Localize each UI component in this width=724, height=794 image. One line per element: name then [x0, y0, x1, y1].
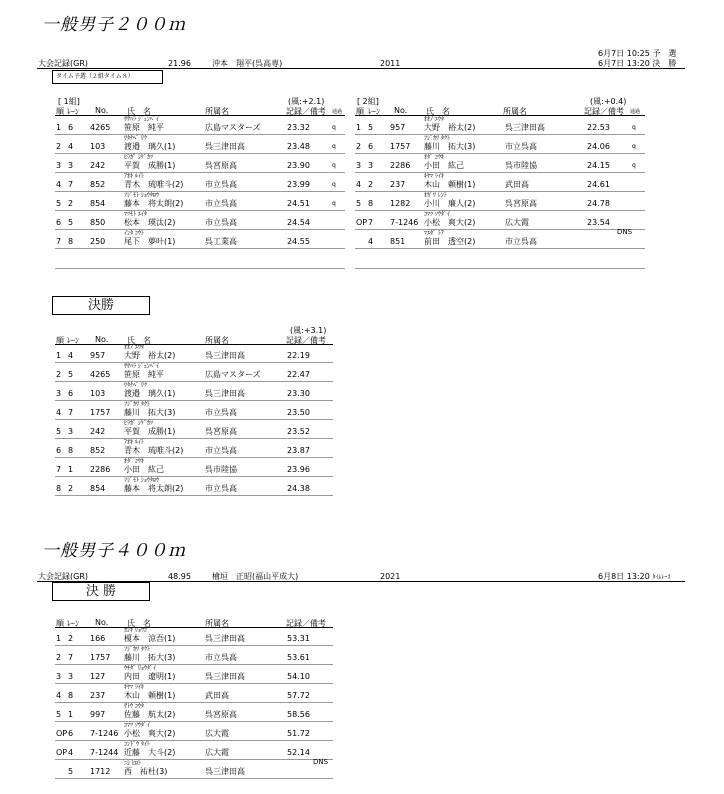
- result-time: 53.61: [287, 653, 310, 662]
- lane: 7: [368, 218, 374, 227]
- event-400m-title: 一般男子４００ｍ: [42, 541, 186, 561]
- result-time: 22.19: [287, 351, 310, 360]
- table-row: [55, 363, 333, 382]
- team: 呉三津田高: [205, 767, 245, 776]
- result-time: 24.15: [587, 161, 610, 170]
- team: 市立呉高: [505, 142, 537, 151]
- result-time: 23.32: [287, 123, 310, 132]
- result-time: 23.50: [287, 408, 310, 417]
- athlete-name: 小松 爽大(2): [124, 729, 176, 738]
- rank: 4: [56, 180, 62, 189]
- athlete-kana: ｵﾀﾞ ｺｳｷ: [124, 458, 144, 465]
- athlete-name: 木山 頼樹(1): [124, 691, 176, 700]
- lane: 4: [368, 237, 374, 246]
- athlete-kana: ﾌｼﾞﾓﾄ ｼｮｳﾀﾛｳ: [124, 192, 159, 199]
- lane: 2: [68, 484, 74, 493]
- team: 市立呉高: [205, 446, 237, 455]
- team: 呉宮原高: [205, 710, 237, 719]
- athlete-kana: ﾌｼﾞﾓﾄ ｼｮｳﾀﾛｳ: [124, 477, 159, 484]
- team: 呉三津田高: [505, 123, 545, 132]
- table-row: [55, 401, 333, 420]
- team: 市立呉高: [205, 218, 237, 227]
- rank: 1: [56, 351, 62, 360]
- athlete-name: 西 祐杜(3): [124, 767, 168, 776]
- result-time: 23.54: [587, 218, 610, 227]
- athlete-kana: ﾜﾀﾅﾍﾞ ﾘｸ: [124, 135, 147, 142]
- table-row: [55, 173, 345, 192]
- result-time: 54.10: [287, 672, 310, 681]
- heat1-label: [ 1組]: [58, 97, 80, 106]
- lane: 5: [368, 123, 374, 132]
- table-row: [55, 684, 333, 703]
- athlete-kana: ｺﾏﾂ ｿｳﾀﾞｲ: [124, 722, 150, 729]
- team: 市立呉高: [205, 653, 237, 662]
- athlete-kana: ﾌｼﾞｶﾜ ﾀｸﾄ: [424, 135, 450, 142]
- athlete-name: 大野 裕太(2): [124, 351, 176, 360]
- team: 呉工業高: [205, 237, 237, 246]
- qualify-mark: q: [632, 162, 636, 169]
- event-200m-title: 一般男子２００ｍ: [42, 15, 186, 35]
- bib-number: 854: [90, 199, 106, 208]
- athlete-kana: ｵｵﾉ ﾕｳﾀ: [124, 344, 144, 351]
- result-time: 24.38: [287, 484, 310, 493]
- athlete-kana: ｺﾝﾄﾞｳ ﾀｲﾄ: [124, 741, 150, 748]
- rank: 2: [56, 142, 62, 151]
- table-row: [55, 382, 333, 401]
- athlete-name: 藤川 拓大(3): [424, 142, 476, 151]
- bib-number: 1757: [90, 653, 111, 662]
- bib-number: 1712: [90, 767, 111, 776]
- rank: 2: [356, 142, 362, 151]
- athlete-kana: ｻｻﾊﾗ ｼﾞｭﾝﾍﾟｲ: [124, 363, 159, 370]
- record-400-year: 2021: [380, 572, 401, 581]
- result-time: 24.06: [587, 142, 610, 151]
- bib-number: 4265: [90, 123, 111, 132]
- lane: 6: [68, 729, 74, 738]
- bib-number: 851: [390, 237, 406, 246]
- table-row: [55, 230, 345, 249]
- qualify-mark: q: [332, 162, 336, 169]
- rank: 3: [56, 672, 62, 681]
- athlete-name: 笹原 純平: [124, 123, 164, 132]
- heat1-wind: (風:+2.1): [288, 97, 325, 106]
- team: 呉三津田高: [205, 351, 245, 360]
- athlete-name: 小田 紘己: [124, 465, 164, 474]
- athlete-name: 青木 琉唯斗(2): [124, 446, 184, 455]
- table-row: [355, 211, 645, 230]
- prelim-condition-box: タイム予選（２組タイム８）: [52, 70, 163, 84]
- lane: 5: [68, 218, 74, 227]
- dns-remark: DNS: [617, 228, 633, 236]
- team: 広大霞: [505, 218, 529, 227]
- athlete-kana: ｷﾔﾏ ﾗｲｷ: [424, 173, 444, 180]
- table-row: [55, 344, 333, 363]
- lane: 3: [68, 161, 74, 170]
- rank: OP: [56, 729, 68, 738]
- result-time: 58.56: [287, 710, 310, 719]
- result-time: 23.52: [287, 427, 310, 436]
- athlete-kana: ｱｵｷ ﾙｲﾄ: [124, 439, 144, 446]
- result-time: 24.78: [587, 199, 610, 208]
- team: 呉宮原高: [205, 427, 237, 436]
- bib-number: 242: [90, 427, 106, 436]
- lane: 7: [68, 653, 74, 662]
- rank: 8: [56, 484, 62, 493]
- athlete-name: 小田 紘己: [424, 161, 464, 170]
- qualify-mark: q: [632, 124, 636, 131]
- team: 市立呉高: [205, 484, 237, 493]
- athlete-name: 小川 廉人(2): [424, 199, 476, 208]
- table-row: [55, 665, 333, 684]
- rank: 3: [356, 161, 362, 170]
- lane: 2: [68, 199, 74, 208]
- rank: 1: [356, 123, 362, 132]
- lane: 2: [68, 634, 74, 643]
- athlete-kana: ｵﾀﾞ ｺｳｷ: [424, 154, 444, 161]
- result-time: 52.14: [287, 748, 310, 757]
- lane: 3: [68, 672, 74, 681]
- rank: 5: [56, 199, 62, 208]
- bib-number: 242: [90, 161, 106, 170]
- athlete-name: 渡邉 璃久(1): [124, 142, 176, 151]
- record-400-label: 大会記録(GR): [38, 572, 88, 581]
- athlete-kana: ｱｵｷ ﾙｲﾄ: [124, 173, 144, 180]
- bib-number: 852: [90, 446, 106, 455]
- rank: 4: [56, 691, 62, 700]
- rank: 1: [56, 634, 62, 643]
- table-row: [355, 192, 645, 211]
- schedule-final: 6月7日 13:20 決 勝: [598, 59, 677, 68]
- result-time: 57.72: [287, 691, 310, 700]
- team: 武田高: [205, 691, 229, 700]
- team: 呉三津田高: [205, 672, 245, 681]
- lane: 7: [68, 180, 74, 189]
- lane: 1: [68, 465, 74, 474]
- athlete-kana: ｶﾝｷ ﾘｮｳｺﾞ: [124, 627, 150, 634]
- athlete-kana: ﾋﾗｶﾞ ｼｹﾞｶﾂ: [124, 154, 153, 161]
- athlete-name: 前田 透空(2): [424, 237, 476, 246]
- bib-number: 957: [90, 351, 106, 360]
- athlete-name: 木山 頼樹(1): [424, 180, 476, 189]
- table-row: [55, 116, 345, 135]
- lane: 6: [68, 389, 74, 398]
- athlete-name: 青木 琉唯斗(2): [124, 180, 184, 189]
- rank: 5: [56, 710, 62, 719]
- team: 市立呉高: [205, 180, 237, 189]
- athlete-kana: ｳﾁﾀﾞ ﾘｮｳﾀﾞｲ: [124, 665, 156, 672]
- athlete-name: 藤川 拓大(3): [124, 653, 176, 662]
- athlete-kana: ﾏﾂﾓﾄ ｴｲﾀ: [124, 211, 147, 218]
- team: 広大霞: [205, 748, 229, 757]
- table-row: [355, 135, 645, 154]
- rank: 2: [56, 370, 62, 379]
- qualify-mark: q: [332, 181, 336, 188]
- lane: 5: [68, 370, 74, 379]
- rank: 7: [56, 465, 62, 474]
- rank: 2: [56, 653, 62, 662]
- rank: 4: [56, 408, 62, 417]
- bib-number: 1282: [390, 199, 411, 208]
- team: 広大霞: [205, 729, 229, 738]
- table-row: [55, 627, 333, 646]
- athlete-name: 内田 遼明(1): [124, 672, 176, 681]
- lane: 8: [68, 446, 74, 455]
- bib-number: 7-1246: [390, 218, 419, 227]
- rank: OP: [56, 748, 68, 757]
- athlete-kana: ｲﾝﾀ ｺｳﾄ: [124, 230, 144, 237]
- athlete-kana: ﾌｼﾞｶﾜ ﾀｸﾄ: [124, 401, 150, 408]
- heat2-wind: (風:+0.4): [590, 97, 627, 106]
- final-200-label: 決勝: [52, 296, 150, 315]
- table-row: [55, 439, 333, 458]
- table-row: [355, 230, 645, 249]
- bib-number: 850: [90, 218, 106, 227]
- bib-number: 997: [90, 710, 106, 719]
- team: 市立呉高: [205, 408, 237, 417]
- bib-number: 2286: [390, 161, 411, 170]
- final-400-label: 決 勝: [52, 582, 150, 601]
- table-row: [355, 173, 645, 192]
- result-time: 22.53: [587, 123, 610, 132]
- result-time: 51.72: [287, 729, 310, 738]
- lane: 7: [68, 408, 74, 417]
- result-time: 23.90: [287, 161, 310, 170]
- athlete-name: 藤川 拓大(3): [124, 408, 176, 417]
- lane: 5: [68, 767, 74, 776]
- lane: 6: [68, 123, 74, 132]
- lane: 1: [68, 710, 74, 719]
- result-time: 23.48: [287, 142, 310, 151]
- athlete-kana: ｵｵﾉ ﾕｳﾀ: [424, 116, 444, 123]
- rank: 3: [56, 389, 62, 398]
- bib-number: 852: [90, 180, 106, 189]
- schedule-prelim: 6月7日 10:25 予 選: [598, 49, 677, 58]
- bib-number: 250: [90, 237, 106, 246]
- athlete-name: 平賀 成勝(1): [124, 161, 176, 170]
- bib-number: 957: [390, 123, 406, 132]
- record-year: 2011: [380, 59, 401, 68]
- team: 呉三津田高: [205, 634, 245, 643]
- athlete-name: 笹原 純平: [124, 370, 164, 379]
- table-row: [55, 192, 345, 211]
- rank: 6: [56, 446, 62, 455]
- team: 広島マスターズ: [205, 123, 261, 132]
- athlete-name: 榎本 涼吾(1): [124, 634, 176, 643]
- table-row: [55, 722, 333, 741]
- athlete-kana: ﾆｼ ﾋﾛﾄ: [124, 760, 141, 767]
- rank: OP: [356, 218, 368, 227]
- athlete-kana: ﾏｴﾀﾞ ﾄｱ: [424, 230, 444, 237]
- table-row: [55, 741, 333, 760]
- bib-number: 237: [390, 180, 406, 189]
- athlete-name: 尾下 夢叶(1): [124, 237, 176, 246]
- team: 呉宮原高: [205, 161, 237, 170]
- athlete-kana: ﾋﾗｶﾞ ｼｹﾞｶﾂ: [124, 420, 153, 427]
- team: 呉三津田高: [205, 142, 245, 151]
- bib-number: 127: [90, 672, 106, 681]
- table-row: [55, 646, 333, 665]
- athlete-name: 藤本 将太朗(2): [124, 484, 184, 493]
- athlete-name: 渡邉 璃久(1): [124, 389, 176, 398]
- lane: 4: [68, 748, 74, 757]
- bib-number: 1757: [390, 142, 411, 151]
- bib-number: 4265: [90, 370, 111, 379]
- qualify-mark: q: [332, 200, 336, 207]
- lane: 8: [68, 237, 74, 246]
- table-row: [55, 477, 333, 496]
- athlete-kana: ｷﾔﾏ ﾗｲｷ: [124, 684, 144, 691]
- record-400-holder: 檜垣 正昭(福山平成大): [212, 572, 299, 581]
- team: 市立呉高: [205, 199, 237, 208]
- bib-number: 103: [90, 389, 106, 398]
- lane: 8: [368, 199, 374, 208]
- athlete-name: 藤本 将太朗(2): [124, 199, 184, 208]
- bib-number: 1757: [90, 408, 111, 417]
- qualify-mark: q: [632, 143, 636, 150]
- rank: 4: [356, 180, 362, 189]
- athlete-name: 佐藤 航太(2): [124, 710, 176, 719]
- qualify-mark: q: [332, 124, 336, 131]
- table-row: [355, 116, 645, 135]
- lane: 6: [368, 142, 374, 151]
- team: 呉市陸協: [505, 161, 537, 170]
- athlete-name: 大野 裕太(2): [424, 123, 476, 132]
- dns-remark: DNS: [313, 758, 329, 766]
- table-row: [355, 154, 645, 173]
- lane: 4: [68, 351, 74, 360]
- athlete-kana: ｻﾄｳ ｺｳﾀ: [124, 703, 144, 710]
- table-row: [55, 458, 333, 477]
- result-time: 23.96: [287, 465, 310, 474]
- rank: 3: [56, 161, 62, 170]
- team: 市立呉高: [505, 237, 537, 246]
- table-row: [55, 420, 333, 439]
- athlete-kana: ﾜﾀﾅﾍﾞ ﾘｸ: [124, 382, 147, 389]
- team: 呉宮原高: [505, 199, 537, 208]
- lane: 8: [68, 691, 74, 700]
- lane: 3: [68, 427, 74, 436]
- athlete-name: 松本 瑛汰(2): [124, 218, 176, 227]
- table-row: [55, 703, 333, 722]
- rank: 6: [56, 218, 62, 227]
- result-time: 24.51: [287, 199, 310, 208]
- result-time: 53.31: [287, 634, 310, 643]
- result-time: 22.47: [287, 370, 310, 379]
- bib-number: 7-1244: [90, 748, 119, 757]
- bib-number: 2286: [90, 465, 111, 474]
- athlete-kana: ｺﾏﾂ ｿｳﾀﾞｲ: [424, 211, 450, 218]
- athlete-kana: ｵｶﾞﾜ ﾚﾝﾄ: [424, 192, 447, 199]
- table-row: [55, 760, 333, 779]
- schedule-400: 6月8日 13:20 ﾀｲﾑﾚｰｽ: [598, 572, 671, 581]
- record-time: 21.96: [168, 59, 191, 68]
- lane: 4: [68, 142, 74, 151]
- table-row: [55, 154, 345, 173]
- record-holder: 沖本 翔平(呉高専): [212, 59, 283, 68]
- athlete-kana: ｻｻﾊﾗ ｼﾞｭﾝﾍﾟｲ: [124, 116, 159, 123]
- result-time: 23.87: [287, 446, 310, 455]
- record-400-time: 48.95: [168, 572, 191, 581]
- rank: 5: [356, 199, 362, 208]
- bib-number: 7-1246: [90, 729, 119, 738]
- result-time: 24.55: [287, 237, 310, 246]
- athlete-name: 近藤 大斗(2): [124, 748, 176, 757]
- result-time: 23.99: [287, 180, 310, 189]
- record-label: 大会記録(GR): [38, 59, 88, 68]
- team: 広島マスターズ: [205, 370, 261, 379]
- bib-number: 166: [90, 634, 106, 643]
- table-row: [55, 211, 345, 230]
- final-200-wind: (風:+3.1): [290, 326, 327, 335]
- team: 呉市陸協: [205, 465, 237, 474]
- rank: 1: [56, 123, 62, 132]
- athlete-name: 小松 爽大(2): [424, 218, 476, 227]
- qualify-mark: q: [332, 143, 336, 150]
- rank: 7: [56, 237, 62, 246]
- result-time: 23.30: [287, 389, 310, 398]
- table-row: [55, 135, 345, 154]
- result-time: 24.54: [287, 218, 310, 227]
- team: 武田高: [505, 180, 529, 189]
- result-time: 24.61: [587, 180, 610, 189]
- athlete-kana: ﾌｼﾞｶﾜ ﾀｸﾄ: [124, 646, 150, 653]
- lane: 3: [368, 161, 374, 170]
- heat2-label: [ 2組]: [357, 97, 379, 106]
- bib-number: 103: [90, 142, 106, 151]
- team: 呉三津田高: [205, 389, 245, 398]
- bib-number: 237: [90, 691, 106, 700]
- rank: 5: [56, 427, 62, 436]
- bib-number: 854: [90, 484, 106, 493]
- athlete-name: 平賀 成勝(1): [124, 427, 176, 436]
- lane: 2: [368, 180, 374, 189]
